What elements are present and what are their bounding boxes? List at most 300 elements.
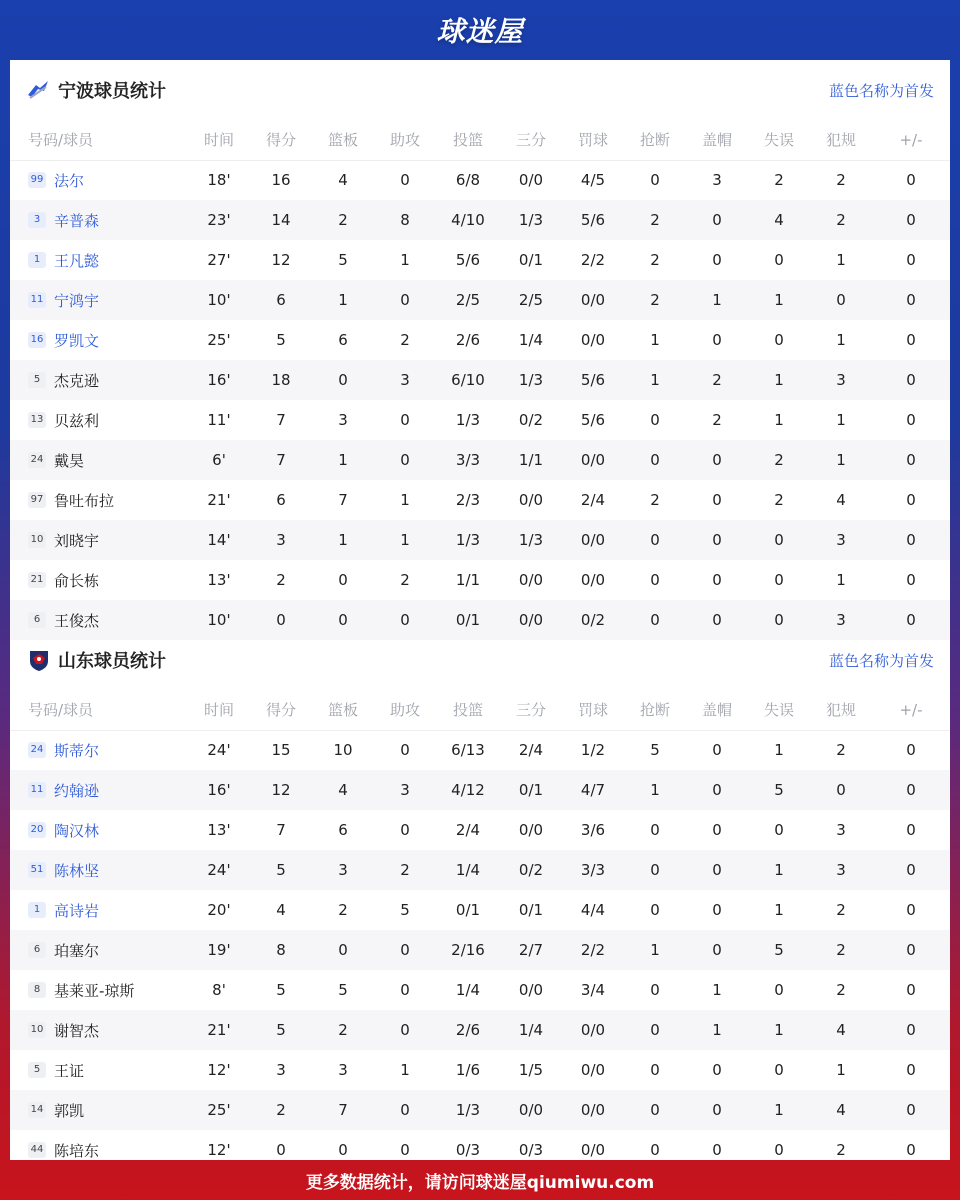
column-header: 盖帽: [686, 120, 748, 160]
jersey-number-badge: 97: [28, 492, 46, 508]
stat-cell: 3: [836, 821, 846, 839]
player-name: 陈林坚: [54, 861, 100, 880]
player-name: 辛普森: [54, 211, 100, 230]
stat-cell: 0: [686, 850, 748, 890]
stat-cell: 0: [872, 600, 950, 640]
stat-cell: 3/3: [562, 850, 624, 890]
stat-cell: 0: [712, 741, 722, 760]
jersey-number-badge: 11: [28, 782, 46, 798]
stat-cell: 0: [872, 200, 950, 240]
player-name: 陈培东: [54, 1141, 100, 1160]
stat-cell: 0/3: [455, 1141, 481, 1159]
stat-cell: 0: [872, 1010, 950, 1050]
stat-cell: 7: [312, 1090, 374, 1130]
stat-cell: 3: [276, 1061, 286, 1079]
stat-cell: 2/5: [436, 280, 500, 320]
stat-cell: 5: [748, 930, 810, 970]
column-header: 三分: [500, 120, 562, 160]
stat-cell: 2: [748, 440, 810, 480]
stat-cell: 8: [374, 200, 436, 240]
column-header: 投篮: [436, 120, 500, 160]
stat-cell: 0: [810, 770, 872, 810]
player-cell: [10, 850, 188, 890]
stat-cell: 1: [312, 440, 374, 480]
jersey-number-badge: 16: [28, 332, 46, 348]
stat-cell: 0: [686, 200, 748, 240]
stat-cell: 4/12: [436, 770, 500, 810]
stat-cell: 3: [810, 850, 872, 890]
table-row: [10, 160, 950, 200]
player-name: 郭凯: [54, 1101, 85, 1120]
stat-cell: 2: [774, 491, 784, 509]
stat-cell: 13': [207, 821, 231, 839]
stat-cell: 0/2: [518, 411, 544, 429]
table-row: [10, 970, 950, 1010]
stat-cell: 3: [312, 850, 374, 890]
stat-cell: 2: [338, 901, 348, 919]
stat-cell: 0/0: [518, 821, 544, 839]
stat-cell: 0: [624, 440, 686, 480]
column-header: 号码/球员: [10, 120, 188, 160]
stat-cell: 5/6: [562, 200, 624, 240]
stat-cell: 4: [748, 200, 810, 240]
stat-cell: 1: [650, 331, 660, 349]
stat-cell: 2: [774, 171, 784, 190]
stat-cell: 2/5: [500, 280, 562, 320]
stat-cell: 0: [774, 251, 784, 269]
stat-cell: 0/1: [518, 901, 544, 919]
stat-cell: 0: [312, 930, 374, 970]
table-row: [10, 890, 950, 930]
stat-cell: 6/8: [455, 171, 481, 190]
player-name: 珀塞尔: [54, 941, 100, 960]
stat-cell: 2: [276, 571, 286, 589]
section-header: [10, 630, 950, 690]
stat-cell: 3: [810, 520, 872, 560]
stat-cell: 3: [810, 360, 872, 400]
stat-cell: 12': [207, 1141, 231, 1159]
stat-cell: 0: [650, 821, 660, 839]
stat-cell: 1/3: [455, 411, 481, 429]
stat-cell: 1/2: [580, 741, 606, 760]
stat-cell: 4: [836, 491, 846, 509]
stat-cell: 0/0: [562, 1090, 624, 1130]
stat-cell: 2/16: [436, 930, 500, 970]
player-name: 谢智杰: [54, 1021, 100, 1040]
stat-cell: 7: [276, 821, 286, 839]
stat-cell: 5: [250, 850, 312, 890]
stat-cell: 0: [312, 600, 374, 640]
section-title: 宁波球员统计: [58, 81, 166, 102]
column-header: 时间: [188, 120, 250, 160]
jersey-number-badge: 11: [28, 292, 46, 308]
stat-cell: 0: [774, 981, 784, 999]
stat-cell: 27': [207, 251, 231, 269]
starter-legend-note: 蓝色名称为首发: [828, 651, 934, 670]
table-row: [10, 810, 950, 850]
table-row: [10, 560, 950, 600]
stat-cell: 0/1: [455, 901, 481, 919]
player-cell: [10, 890, 188, 930]
stat-cell: 2: [650, 251, 660, 269]
jersey-number-badge: 1: [28, 902, 46, 918]
table-row: [10, 440, 950, 480]
stat-cell: 2/4: [518, 741, 544, 760]
stat-cell: 0: [686, 520, 748, 560]
table-row: [10, 520, 950, 560]
stat-cell: 1/4: [455, 981, 481, 999]
stat-cell: 0/0: [580, 571, 606, 589]
stat-cell: 0: [872, 360, 950, 400]
column-header: 犯规: [810, 690, 872, 730]
stat-cell: 0: [712, 1061, 722, 1079]
stat-cell: 0: [650, 1141, 660, 1159]
stat-cell: 2: [836, 171, 846, 190]
stat-cell: 0: [650, 411, 660, 429]
stat-cell: 0: [650, 901, 660, 919]
stat-cell: 2/4: [455, 821, 481, 839]
column-header: 三分: [500, 690, 562, 730]
stat-cell: 7: [276, 411, 286, 429]
stat-cell: 1/3: [500, 200, 562, 240]
table-header-row: [10, 120, 950, 160]
stat-cell: 0/0: [518, 571, 544, 589]
stat-cell: 0: [400, 741, 410, 760]
stat-cell: 0/0: [562, 440, 624, 480]
stat-cell: 2: [686, 360, 748, 400]
stat-cell: 2: [836, 901, 846, 919]
stat-cell: 0: [906, 171, 916, 190]
stat-cell: 0: [400, 1141, 410, 1159]
stat-cell: 0: [374, 440, 436, 480]
stat-cell: 2: [374, 850, 436, 890]
stat-cell: 3: [250, 520, 312, 560]
player-cell: [10, 1050, 188, 1090]
table-row: [10, 400, 950, 440]
stat-cell: 0: [624, 520, 686, 560]
stat-cell: 1/3: [500, 360, 562, 400]
stat-cell: 0: [810, 280, 872, 320]
stat-cell: 0: [906, 491, 916, 509]
jersey-number-badge: 5: [28, 1062, 46, 1078]
stat-cell: 1: [748, 280, 810, 320]
jersey-number-badge: 1: [28, 252, 46, 268]
stat-cell: 23': [188, 200, 250, 240]
player-name: 鲁吐布拉: [54, 491, 115, 510]
ningbo-team-logo-icon: [26, 77, 52, 103]
player-name: 陶汉林: [54, 821, 100, 840]
player-cell: [10, 360, 188, 400]
stat-cell: 20': [207, 901, 231, 919]
column-header: 得分: [250, 690, 312, 730]
stat-cell: 1: [774, 741, 784, 760]
column-header: 失误: [748, 690, 810, 730]
jersey-number-badge: 6: [28, 942, 46, 958]
table-row: [10, 850, 950, 890]
stat-cell: 3: [810, 600, 872, 640]
stat-cell: 5: [400, 901, 410, 919]
stat-cell: 1: [312, 280, 374, 320]
player-cell: [10, 770, 188, 810]
stat-cell: 0/0: [562, 280, 624, 320]
column-header: +/-: [872, 120, 950, 160]
stat-cell: 2/4: [580, 491, 606, 509]
jersey-number-badge: 21: [28, 572, 46, 588]
stat-cell: 1: [836, 331, 846, 349]
stat-cell: 2: [836, 981, 846, 999]
stat-cell: 1/3: [436, 520, 500, 560]
stat-cell: 2/6: [436, 1010, 500, 1050]
stat-cell: 15: [271, 741, 291, 760]
stat-cell: 6': [188, 440, 250, 480]
section-title-wrap: [26, 647, 166, 673]
table-row: [10, 320, 950, 360]
player-cell: [10, 970, 188, 1010]
stat-cell: 5: [250, 1010, 312, 1050]
stat-cell: 6/13: [451, 741, 485, 760]
player-cell: [10, 930, 188, 970]
stat-cell: 3: [374, 770, 436, 810]
stat-cell: 0: [338, 1141, 348, 1159]
stat-cell: 0: [872, 440, 950, 480]
stat-cell: 18: [250, 360, 312, 400]
jersey-number-badge: 14: [28, 1102, 46, 1118]
player-name: 斯蒂尔: [54, 741, 100, 760]
stat-cell: 0: [748, 600, 810, 640]
stat-cell: 0/1: [518, 251, 544, 269]
stat-cell: 0: [624, 1090, 686, 1130]
stat-cell: 6: [250, 280, 312, 320]
stat-cell: 0: [872, 280, 950, 320]
section-header: [10, 60, 950, 120]
stat-cell: 0: [712, 901, 722, 919]
stat-cell: 2: [810, 200, 872, 240]
stat-cell: 0: [650, 571, 660, 589]
stat-cell: 0/0: [580, 1141, 606, 1159]
player-cell: [10, 280, 188, 320]
stat-cell: 10': [188, 280, 250, 320]
stat-cell: 1: [810, 440, 872, 480]
stat-cell: 4: [810, 1010, 872, 1050]
stat-cell: 0: [650, 171, 660, 190]
stat-cell: 0: [400, 411, 410, 429]
stat-cell: 1: [774, 411, 784, 429]
stat-cell: 12: [271, 251, 291, 269]
player-cell: [10, 810, 188, 850]
stat-cell: 0/1: [500, 770, 562, 810]
stat-cell: 0/2: [562, 600, 624, 640]
stat-cell: 0: [312, 360, 374, 400]
player-stats-table: [10, 690, 950, 1170]
stat-cell: 0/0: [562, 1010, 624, 1050]
column-header: 罚球: [562, 690, 624, 730]
jersey-number-badge: 20: [28, 822, 46, 838]
jersey-number-badge: 10: [28, 1022, 46, 1038]
stat-cell: 0/0: [518, 171, 544, 190]
stat-cell: 0: [400, 171, 410, 190]
player-name: 贝兹利: [54, 411, 100, 430]
stat-cell: 0: [906, 741, 916, 760]
stat-cell: 0: [624, 600, 686, 640]
column-header: 得分: [250, 120, 312, 160]
stat-cell: 1: [312, 520, 374, 560]
stat-cell: 5: [276, 981, 286, 999]
player-name: 约翰逊: [54, 781, 100, 800]
stat-cell: 1: [836, 251, 846, 269]
player-cell: [10, 400, 188, 440]
table-row: [10, 240, 950, 280]
column-header: +/-: [872, 690, 950, 730]
table-row: [10, 360, 950, 400]
stat-cell: 0: [774, 331, 784, 349]
stat-cell: 0: [712, 491, 722, 509]
stat-cell: 0: [712, 571, 722, 589]
stat-cell: 1/3: [436, 1090, 500, 1130]
stat-cell: 2: [400, 331, 410, 349]
stat-cell: 4: [276, 901, 286, 919]
shandong-team-logo-icon: [26, 647, 52, 673]
jersey-number-badge: 99: [28, 172, 46, 188]
stat-cell: 25': [188, 1090, 250, 1130]
stat-cell: 0: [872, 930, 950, 970]
player-cell: [10, 160, 188, 200]
stat-cell: 0: [774, 571, 784, 589]
player-cell: [10, 1010, 188, 1050]
stat-cell: 5: [338, 981, 348, 999]
stat-cell: 10': [188, 600, 250, 640]
stat-cell: 19': [188, 930, 250, 970]
stat-cell: 0/0: [518, 491, 544, 509]
stat-cell: 3/3: [436, 440, 500, 480]
stat-cell: 6/10: [436, 360, 500, 400]
stat-cell: 5/6: [562, 360, 624, 400]
stat-cell: 3: [338, 411, 348, 429]
stat-cell: 2/3: [455, 491, 481, 509]
stat-cell: 2: [400, 571, 410, 589]
stat-cell: 0: [872, 770, 950, 810]
section-title: 山东球员统计: [58, 651, 166, 672]
stat-cell: 5/6: [455, 251, 481, 269]
stat-cell: 16': [188, 360, 250, 400]
player-cell: [10, 560, 188, 600]
column-header: 篮板: [312, 690, 374, 730]
stat-cell: 10: [333, 741, 353, 760]
stat-cell: 0: [400, 821, 410, 839]
stat-cell: 0: [872, 850, 950, 890]
stat-cell: 0: [624, 1010, 686, 1050]
stat-cell: 4/4: [580, 901, 606, 919]
stat-cell: 1: [624, 930, 686, 970]
stat-cell: 4/10: [436, 200, 500, 240]
player-cell: [10, 440, 188, 480]
player-name: 王俊杰: [54, 611, 100, 630]
player-cell: [10, 520, 188, 560]
column-header: 犯规: [810, 120, 872, 160]
starter-legend-note: 蓝色名称为首发: [828, 81, 934, 100]
table-row: [10, 730, 950, 770]
stat-cell: 0: [374, 280, 436, 320]
stat-cell: 2: [312, 200, 374, 240]
stat-cell: 0: [712, 1141, 722, 1159]
stat-cell: 0: [374, 1010, 436, 1050]
column-header: 罚球: [562, 120, 624, 160]
stat-cell: 4/7: [562, 770, 624, 810]
jersey-number-badge: 44: [28, 1142, 46, 1158]
column-header: 抢断: [624, 120, 686, 160]
stat-cell: 2: [712, 411, 722, 429]
column-header: 篮板: [312, 120, 374, 160]
table-row: [10, 930, 950, 970]
column-header: 时间: [188, 690, 250, 730]
stat-cell: 6: [276, 491, 286, 509]
stat-cell: 1/1: [455, 571, 481, 589]
player-cell: [10, 200, 188, 240]
stat-cell: 0: [686, 930, 748, 970]
footer-link-text[interactable]: 更多数据统计，请访问球迷屋qiumiwu.com: [305, 1172, 655, 1193]
stat-cell: 2/7: [500, 930, 562, 970]
stat-cell: 0: [906, 411, 916, 429]
jersey-number-badge: 24: [28, 452, 46, 468]
table-row: [10, 280, 950, 320]
stat-cell: 24': [207, 741, 231, 760]
stats-card: [10, 60, 950, 1160]
stat-cell: 0: [906, 1061, 916, 1079]
stat-cell: 2/6: [455, 331, 481, 349]
stat-cell: 24': [188, 850, 250, 890]
player-name: 罗凯文: [54, 331, 100, 350]
stat-cell: 0/0: [518, 981, 544, 999]
stat-cell: 2: [810, 930, 872, 970]
stat-cell: 2: [836, 741, 846, 760]
stat-cell: 5: [276, 331, 286, 349]
stat-cell: 0/0: [562, 520, 624, 560]
table-row: [10, 1090, 950, 1130]
player-name: 刘晓宇: [54, 531, 100, 550]
stat-cell: 3/6: [580, 821, 606, 839]
player-name: 宁鸿宇: [54, 291, 100, 310]
stat-cell: 0: [650, 981, 660, 999]
stat-cell: 5: [748, 770, 810, 810]
column-header: 盖帽: [686, 690, 748, 730]
stat-cell: 3: [338, 1061, 348, 1079]
stat-cell: 1/1: [500, 440, 562, 480]
stat-cell: 6: [338, 331, 348, 349]
stat-cell: 0: [686, 440, 748, 480]
stat-cell: 0: [906, 821, 916, 839]
jersey-number-badge: 51: [28, 862, 46, 878]
stat-cell: 0/0: [580, 1061, 606, 1079]
player-name: 王证: [54, 1061, 85, 1080]
player-cell: [10, 730, 188, 770]
team-section-shandong: [10, 630, 950, 1170]
stat-cell: 3: [712, 171, 722, 190]
player-cell: [10, 480, 188, 520]
stat-cell: 3/4: [580, 981, 606, 999]
stat-cell: 1: [748, 1090, 810, 1130]
stat-cell: 0: [774, 1061, 784, 1079]
stat-cell: 0: [624, 850, 686, 890]
player-cell: [10, 240, 188, 280]
stat-cell: 21': [207, 491, 231, 509]
stat-cell: 6: [338, 821, 348, 839]
stat-cell: 1: [400, 491, 410, 509]
stat-cell: 11': [207, 411, 231, 429]
stat-cell: 1: [624, 360, 686, 400]
stat-cell: 1/6: [455, 1061, 481, 1079]
stat-cell: 0: [906, 251, 916, 269]
stat-cell: 7: [338, 491, 348, 509]
column-header: 助攻: [374, 690, 436, 730]
